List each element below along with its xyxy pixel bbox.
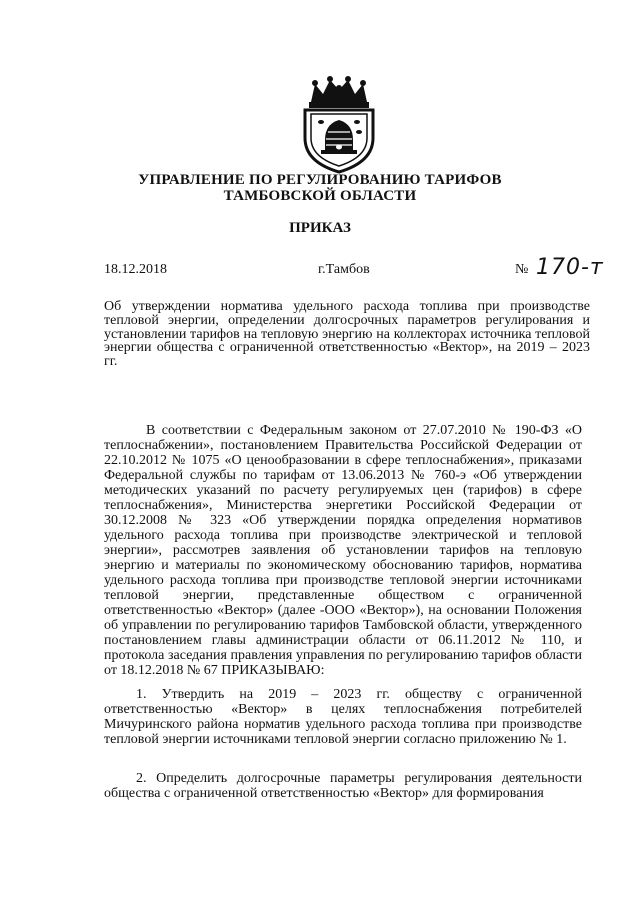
tambov-coat-of-arms-icon [297, 76, 381, 174]
organization-name-line2: ТАМБОВСКОЙ ОБЛАСТИ [223, 188, 417, 204]
body-paragraph: В соответствии с Федеральным законом от 27.07.2010 № 190-ФЗ «О теплоснабжении», постановлением Правительства Российской Федерации от 22.10.2012 № 1075 «О ценообразовании в сфере теплоснабжения», приказами Федеральной службы по тарифам от 13.06.2013 № 760-э «Об утверждении методических указаний по расчету регулируемых цен (тарифов) в сфере теплоснабжения», Министерства энергетики Российской Федерации от 30.12.2008 № 323 «Об утверждении порядка определения нормативов удельного расхода топлива при производстве электрической и тепловой энергии», рассмотрев заявления об установлении тарифов на тепловую энергию и материалы по экономическому обоснованию тарифов, норматива удельного расхода топлива при производстве тепловой энергии источниками тепловой энергии, представленные обществом с ограниченной ответственностью «Вектор» (далее -ООО «Вектор»), на основании Положения об управлении по регулированию тарифов Тамбовской области, утвержденного постановлением главы администрации области от 06.11.2012 № 110, и протокола заседания правления управления по регулированию тарифов области от 18.12.2018 № 67 ПРИКАЗЫВАЮ: [104, 423, 582, 678]
document-city: г.Тамбов [318, 262, 370, 277]
document-number-label: № [515, 262, 529, 277]
body-paragraph: 1. Утвердить на 2019 – 2023 гг. обществу с ограниченной ответственностью «Вектор» в целях теплоснабжения потребителей Мичуринского района норматив удельного расхода топлива при производстве тепловой энергии источниками тепловой энергии согласно приложению № 1. [104, 687, 582, 747]
document-number-handwritten: 170-т [536, 255, 604, 280]
document-type: ПРИКАЗ [289, 220, 351, 236]
organization-name-line1: УПРАВЛЕНИЕ ПО РЕГУЛИРОВАНИЮ ТАРИФОВ [138, 172, 502, 188]
document-date: 18.12.2018 [104, 262, 167, 277]
body-paragraph: 2. Определить долгосрочные параметры регулирования деятельности общества с ограниченной ответственностью «Вектор» для формирования [104, 771, 582, 801]
document-subject: Об утверждении норматива удельного расхода топлива при производстве тепловой энергии, определении долгосрочных параметров регулирования и установлении тарифов на тепловую энергию на коллекторах источника тепловой энергии общества с ограниченной ответственностью «Вектор», на 2019 – 2023 гг. [104, 299, 590, 370]
